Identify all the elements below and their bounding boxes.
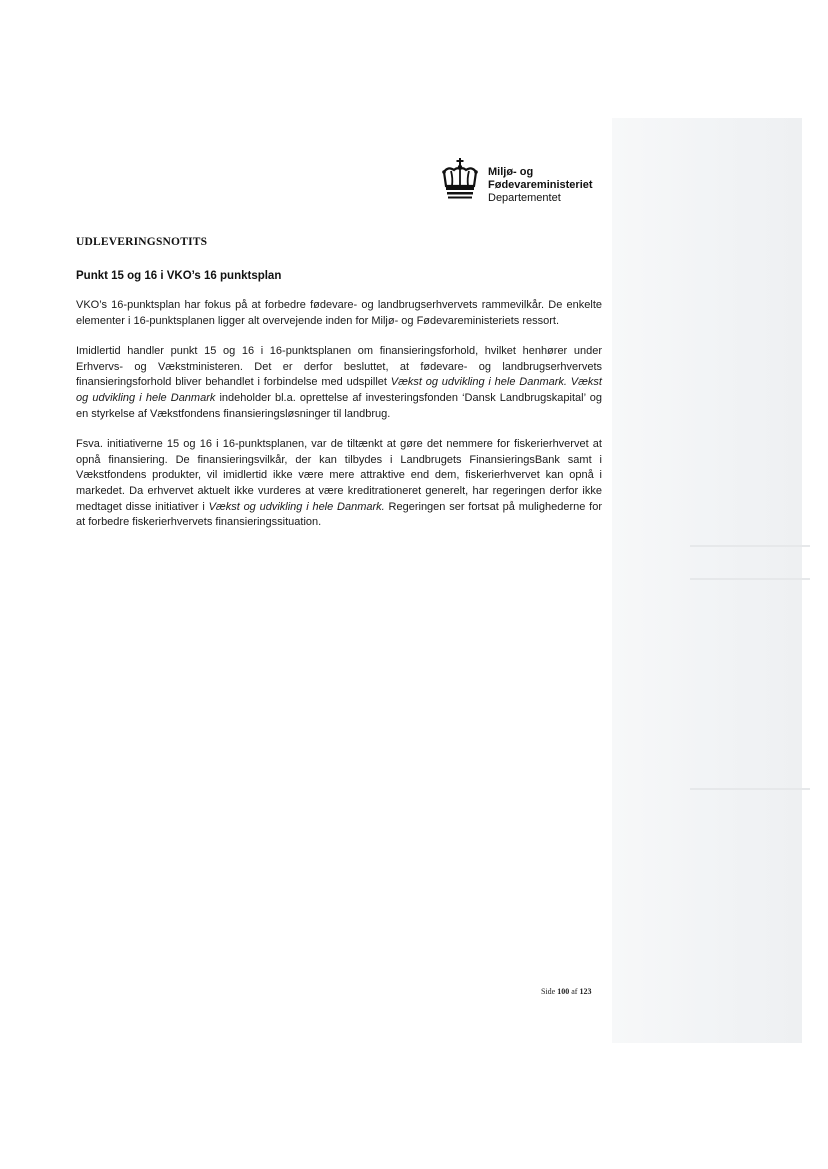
footer-of-label: af: [571, 987, 578, 996]
document-subheading: Punkt 15 og 16 i VKO’s 16 punktsplan: [76, 270, 282, 282]
footer-page-number: 100: [557, 987, 570, 996]
document-body: [76, 298, 602, 546]
scan-streak: [690, 788, 810, 790]
paragraph-3-text-b: Regeringen ser fortsat på mulighederne for at forbedre fiskerierhvervets finansieringssituation.: [76, 500, 602, 529]
footer-total-pages: 123: [579, 987, 592, 996]
paragraph-2-text-b: indeholder bl.a. oprettelse af investeringsfonden ‘Dansk Landbrugskapital’ og en styrkelse af Vækstfondens finansieringsløsninger til landbrug.: [76, 391, 602, 420]
scan-streak: [690, 578, 810, 580]
logo-line-department: Departementet: [488, 192, 561, 204]
logo-line-ministry-1: Miljø- og: [488, 166, 534, 178]
paragraph-2-text-a: Imidlertid handler punkt 15 og 16 i 16-punktsplanen om finansieringsforhold, hvilket henhører under Erhvervs- og Vækstministeren. Det er derfor besluttet, at fødevare- og landbrugserhvervets finansieringsforhold bliver behandlet i forbindelse med udspillet: [76, 345, 602, 389]
paragraph-3-italic: Vækst og udvikling i hele Danmark.: [208, 500, 385, 513]
page-footer: [541, 987, 591, 996]
footer-side-label: Side: [541, 987, 556, 996]
logo-text: [488, 166, 593, 205]
ministry-logo: [440, 158, 640, 210]
scan-shading: [612, 118, 802, 1043]
paragraph-3: [76, 437, 602, 531]
scan-streak: [690, 545, 810, 547]
paragraph-2-italic: Vækst og udvikling i hele Danmark. Vækst og udvikling i hele Danmark: [76, 376, 602, 404]
logo-line-ministry-2: Fødevareministeriet: [488, 179, 593, 191]
crown-icon: [440, 158, 480, 200]
paragraph-3-text-a: Fsva. initiativerne 15 og 16 i 16-punktsplanen, var de tiltænkt at gøre det nemmere for fiskerierhvervet at opnå finansiering. De finansieringsvilkår, der kan tilbydes i Landbrugets FinansieringsBank samt i Vækstfondens produkter, vil imidlertid ikke være mere attraktive end dem, fiskerierhvervet kan opnå i markedet. Da erhvervet aktuelt ikke vurderes at være kreditrationeret generelt, har regeringen derfor ikke medtaget disse initiativer i: [76, 438, 602, 513]
document-heading: UDLEVERINGSNOTITS: [76, 236, 208, 248]
paragraph-2: [76, 344, 602, 422]
paragraph-1: VKO’s 16-punktsplan har fokus på at forbedre fødevare- og landbrugserhvervets rammevilkår. De enkelte elementer i 16-punktsplanen ligger alt overvejende inden for Miljø- og Fødevareministeriets ressort.: [76, 299, 602, 327]
